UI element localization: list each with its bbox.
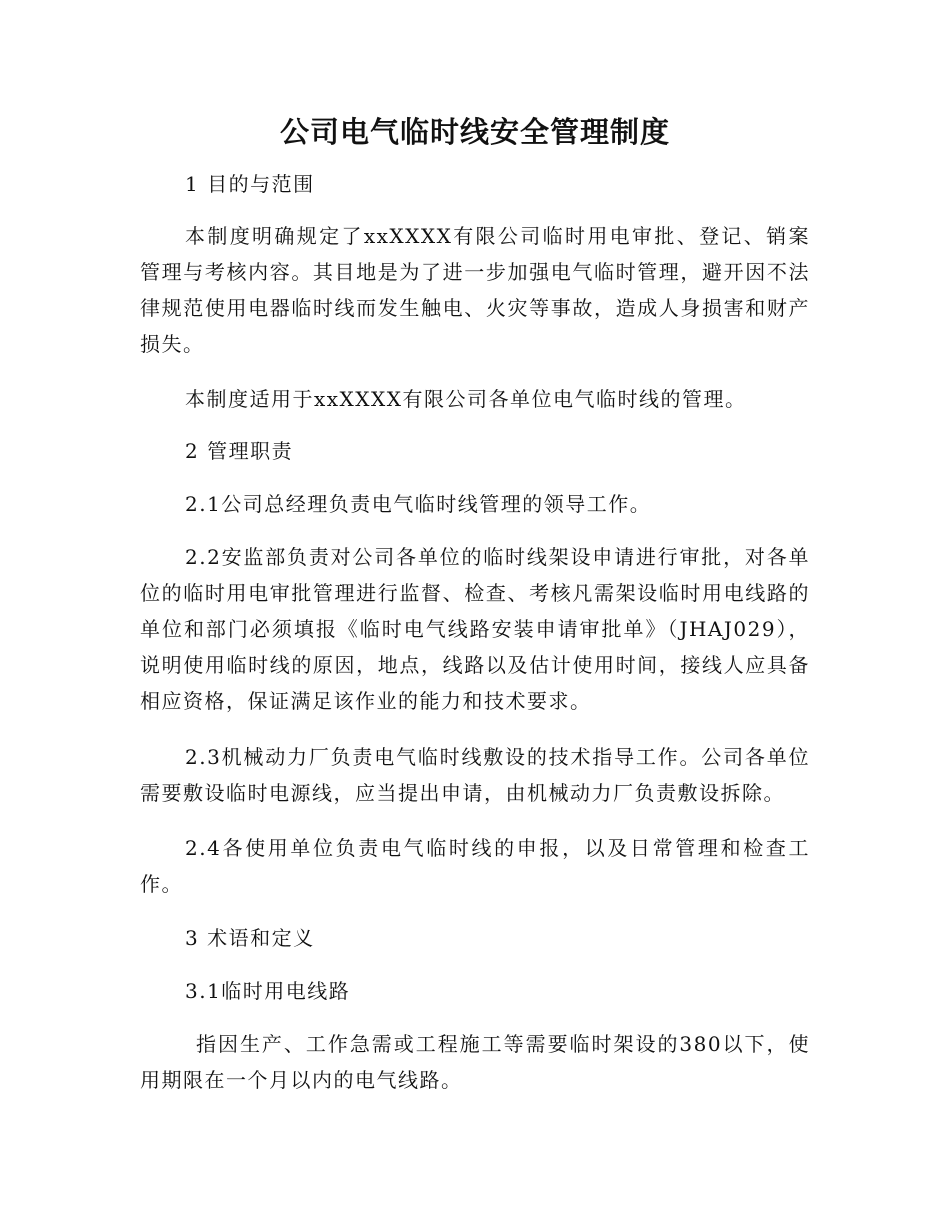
section-heading-terms-definitions: 3 术语和定义 (185, 926, 315, 950)
section-heading-purpose-scope: 1 目的与范围 (185, 172, 315, 196)
paragraph-scope: 本制度适用于xxXXXX有限公司各单位电气临时线的管理。 (185, 387, 747, 411)
subsection-heading-temporary-line: 3.1临时用电线路 (185, 979, 351, 1003)
paragraph-temporary-line-definition: 指因生产、工作急需或工程施工等需要临时架设的380以下，使用期限在一个月以内的电气线路。 (140, 1032, 810, 1092)
paragraph-duty-2-3: 2.3机械动力厂负责电气临时线敷设的技术指导工作。公司各单位需要敷设临时电源线，应当提出申请，由机械动力厂负责敷设拆除。 (140, 745, 810, 805)
paragraph-duty-2-2: 2.2安监部负责对公司各单位的临时线架设申请进行审批，对各单位的临时用电审批管理进行监督、检查、考核凡需架设临时用电线路的单位和部门必须填报《临时电气线路安装申请审批单》（JHAJ029），说明使用临时线的原因，地点，线路以及估计使用时间，接线人应具备相应资格，保证满足该作业的能力和技术要求。 (140, 545, 810, 713)
document-title: 公司电气临时线安全管理制度 (279, 115, 670, 149)
paragraph-purpose: 本制度明确规定了xxXXXX有限公司临时用电审批、登记、销案管理与考核内容。其目地是为了进一步加强电气临时管理，避开因不法律规范使用电器临时线而发生触电、火灾等事故，造成人身损害和财产损失。 (140, 224, 810, 356)
paragraph-duty-2-4: 2.4各使用单位负责电气临时线的申报，以及日常管理和检查工作。 (140, 836, 810, 896)
paragraph-duty-2-1: 2.1公司总经理负责电气临时线管理的领导工作。 (185, 492, 652, 516)
section-heading-management-duties: 2 管理职责 (185, 439, 294, 463)
